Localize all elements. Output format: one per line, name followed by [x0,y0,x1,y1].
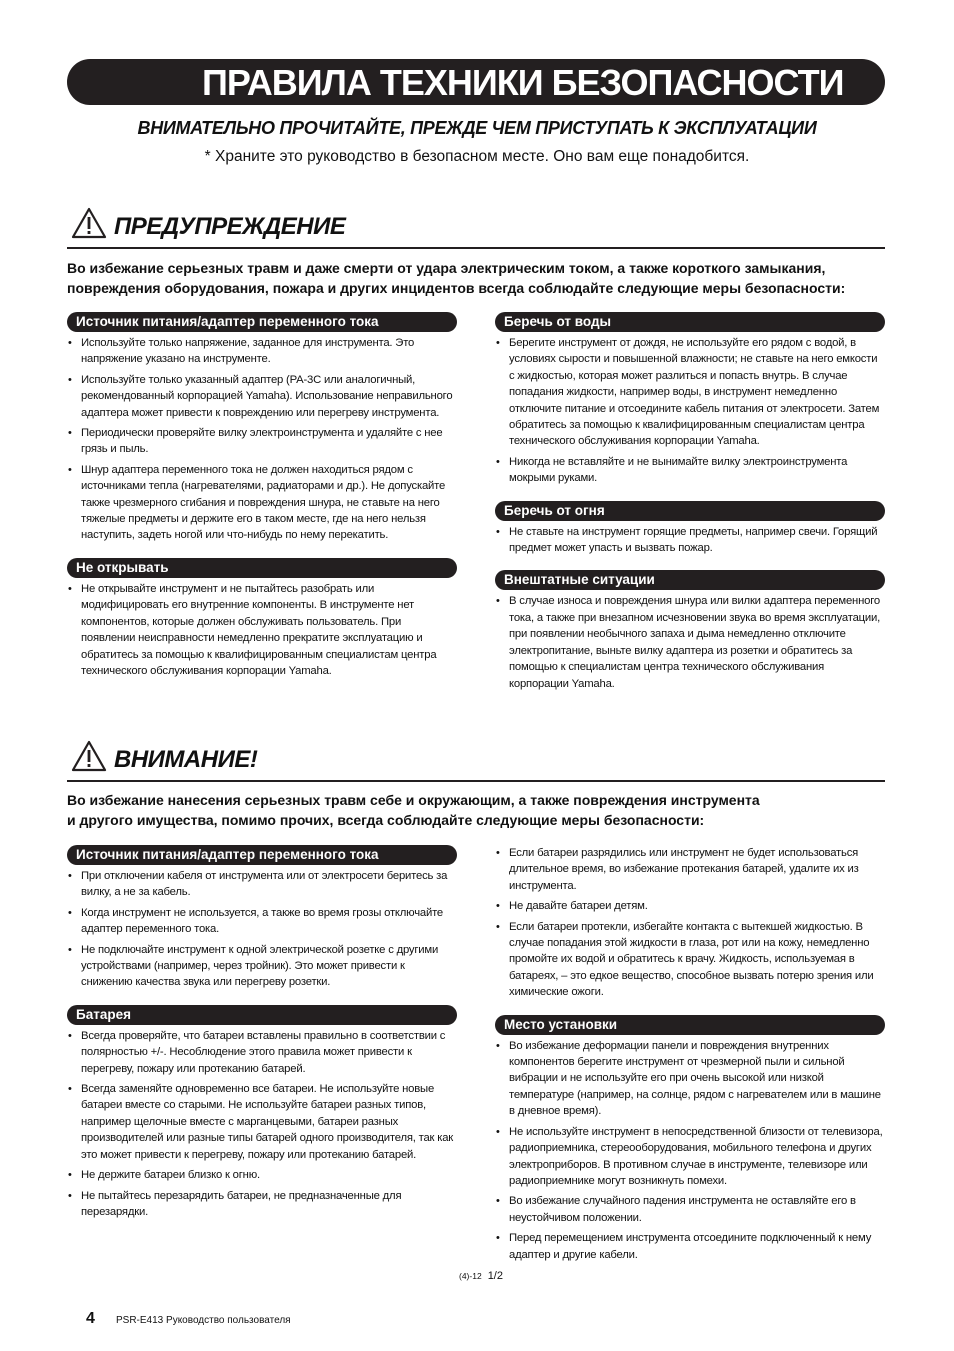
warning-open-heading: Не открывать [67,558,457,578]
manual-name: PSR-E413 Руководство пользователя [116,1315,291,1326]
warning-power-list [67,335,457,544]
warning-intro: Во избежание серьезных травм и даже смерти от удара электрическим током, а также короткого замыкания, повреждения оборудования, пожара и других инцидентов всегда соблюдайте следующие меры безопасности: [67,260,846,296]
caution-header [67,738,885,782]
list-item: • Если батареи разрядились или инструмент не будет использоваться длительное время, во избежание протекания батарей, удалите их из инструмента. [495,845,885,894]
warning-emergency-heading: Внештатные ситуации [495,570,885,590]
list-item: • Не пытайтесь перезарядить батареи, не предназначенные для перезарядки. [67,1188,457,1221]
list-item: • Периодически проверяйте вилку электроинструмента и удаляйте с нее грязь и пыль. [67,425,457,458]
subtitle: ВНИМАТЕЛЬНО ПРОЧИТАЙТЕ, ПРЕЖДЕ ЧЕМ ПРИСТУПАТЬ К ЭКСПЛУАТАЦИИ [137,118,817,138]
caution-battery-list [67,1028,457,1220]
warning-emergency-list [495,593,885,691]
list-item: • Если батареи протекли, избегайте контакта с вытекшей жидкостью. В случае попадания этой жидкости в глаза, рот или на кожу, немедленно промойте их водой и обратитесь к врачу. Жидкость, используемая в батареях, – это едкое вещество, способное вызвать потерю зрения или химические ожоги. [495,919,885,1001]
warning-triangle-icon [71,207,107,239]
caution-right-column [495,845,885,1267]
list-item: • Не ставьте на инструмент горящие предметы, например свечи. Горящий предмет может упасть и вызвать пожар. [495,524,885,557]
warning-title: ПРЕДУПРЕЖДЕНИЕ [114,213,346,240]
list-item: • Всегда проверяйте, что батареи вставлены правильно в соответствии с полярностью +/-. Несоблюдение этого правила может привести к перегреву, пожару или протеканию батарей. [67,1028,457,1077]
warning-water-heading: Беречь от воды [495,312,885,332]
warning-water-list [495,335,885,487]
warning-power-heading: Источник питания/адаптер переменного тока [67,312,457,332]
list-item: • Шнур адаптера переменного тока не должен находиться рядом с источниками тепла (нагревателями, радиаторами и др.). Не допускайте также чрезмерного сгибания и повреждения шнура, не ставьте на него тяжелые предметы и держите его в таком месте, где на него нельзя наступить, задеть ногой или что-нибудь по нему перекатить. [67,462,457,544]
caution-location-heading: Место установки [495,1015,885,1035]
list-item: • Не открывайте инструмент и не пытайтесь разобрать или модифицировать его внутренние компоненты. В инструменте нет компонентов, которые должен обслуживать пользователь. При появлении неисправности немедленно прекратите эксплуатацию и обратитесь за помощью к квалифицированным специалистам центра технического обслуживания корпорации Yamaha. [67,581,457,679]
list-item: • При отключении кабеля от инструмента или от электросети беритесь за вилку, а не за кабель. [67,868,457,901]
caution-intro: Во избежание нанесения серьезных травм себе и окружающим, а также повреждения инструмента и другого имущества, помимо прочих, всегда соблюдайте следующие меры безопасности: [67,792,760,828]
caution-power-list [67,868,457,991]
warning-left-column [67,312,457,683]
caution-title: ВНИМАНИЕ! [114,746,258,773]
caution-battery-cont-list [495,845,885,1001]
page-number: 4 [86,1310,95,1327]
caution-battery-heading: Батарея [67,1005,457,1025]
warning-right-column [495,312,885,696]
list-item: • В случае износа и повреждения шнура или вилки адаптера переменного тока, а также при внезапном исчезновении звука во время эксплуатации, при появлении необычного запаха и дыма немедленно отключите электропитание, выньте вилку адаптера из розетки и обратитесь за помощью к специалистам центра технического обслуживания корпорации Yamaha. [495,593,885,691]
list-item: • Берегите инструмент от дождя, не используйте его рядом с водой, в условиях сырости и повышенной влажности; не ставьте на него емкости с жидкостью, которая может разлиться и попасть внутрь. В случае попадания жидкости, например воды, в инструмент немедленно отключите питание и отсоедините кабель питания от электросети. Затем обратитесь за помощью к квалифицированным специалистам центра технического обслуживания корпорации Yamaha. [495,335,885,450]
list-item: • Не давайте батареи детям. [495,898,885,914]
warning-fire-heading: Беречь от огня [495,501,885,521]
list-item: • Когда инструмент не используется, а также во время грозы отключайте адаптер переменного тока. [67,905,457,938]
list-item: • Во избежание случайного падения инструмента не оставляйте его в неустойчивом положении. [495,1193,885,1226]
list-item: • Никогда не вставляйте и не вынимайте вилку электроинструмента мокрыми руками. [495,454,885,487]
list-item: • Не держите батареи близко к огню. [67,1167,457,1183]
warning-fire-list [495,524,885,557]
caution-location-list [495,1038,885,1263]
list-item: • Используйте только напряжение, заданное для инструмента. Это напряжение указано на инструменте. [67,335,457,368]
list-item: • Используйте только указанный адаптер (PA-3C или аналогичный, рекомендованный корпорацией Yamaha). Использование неправильного адаптера может привести к повреждению или перегреву инструмента. [67,372,457,421]
footer-page-marker: (4)-12 1/2 [459,1270,503,1282]
keep-note: * Храните это руководство в безопасном месте. Оно вам еще понадобится. [204,148,750,165]
list-item: • Перед перемещением инструмента отсоедините подключенный к нему адаптер и другие кабели. [495,1230,885,1263]
page-title: ПРАВИЛА ТЕХНИКИ БЕЗОПАСНОСТИ [67,59,885,105]
warning-header [67,205,885,249]
list-item: • Не подключайте инструмент к одной электрической розетке с другими устройствами (например, через тройник). Это может привести к снижению качества звука или перегреву розетки. [67,942,457,991]
caution-triangle-icon [71,740,107,772]
list-item: • Не используйте инструмент в непосредственной близости от телевизора, радиоприемника, стереооборудования, мобильного телефона и других электроприборов. В противном случае в инструменте, телевизоре или радиоприемнике могут возникнуть помехи. [495,1124,885,1190]
caution-power-heading: Источник питания/адаптер переменного тока [67,845,457,865]
list-item: • Во избежание деформации панели и повреждения внутренних компонентов берегите инструмент от чрезмерной пыли и сильной вибрации и не используйте его при очень высокой или низкой температуре (например, на солнце, рядом с нагревателем или в машине в дневное время). [495,1038,885,1120]
list-item: • Всегда заменяйте одновременно все батареи. Не используйте новые батареи вместе со старыми. Не используйте батареи разных типов, например щелочные вместе с марганцевыми, батареи разных производителей или разные типы батарей одного производителя, так как это может привести к перегреву, пожару или протеканию батарей. [67,1081,457,1163]
caution-left-column [67,845,457,1224]
warning-open-list [67,581,457,679]
